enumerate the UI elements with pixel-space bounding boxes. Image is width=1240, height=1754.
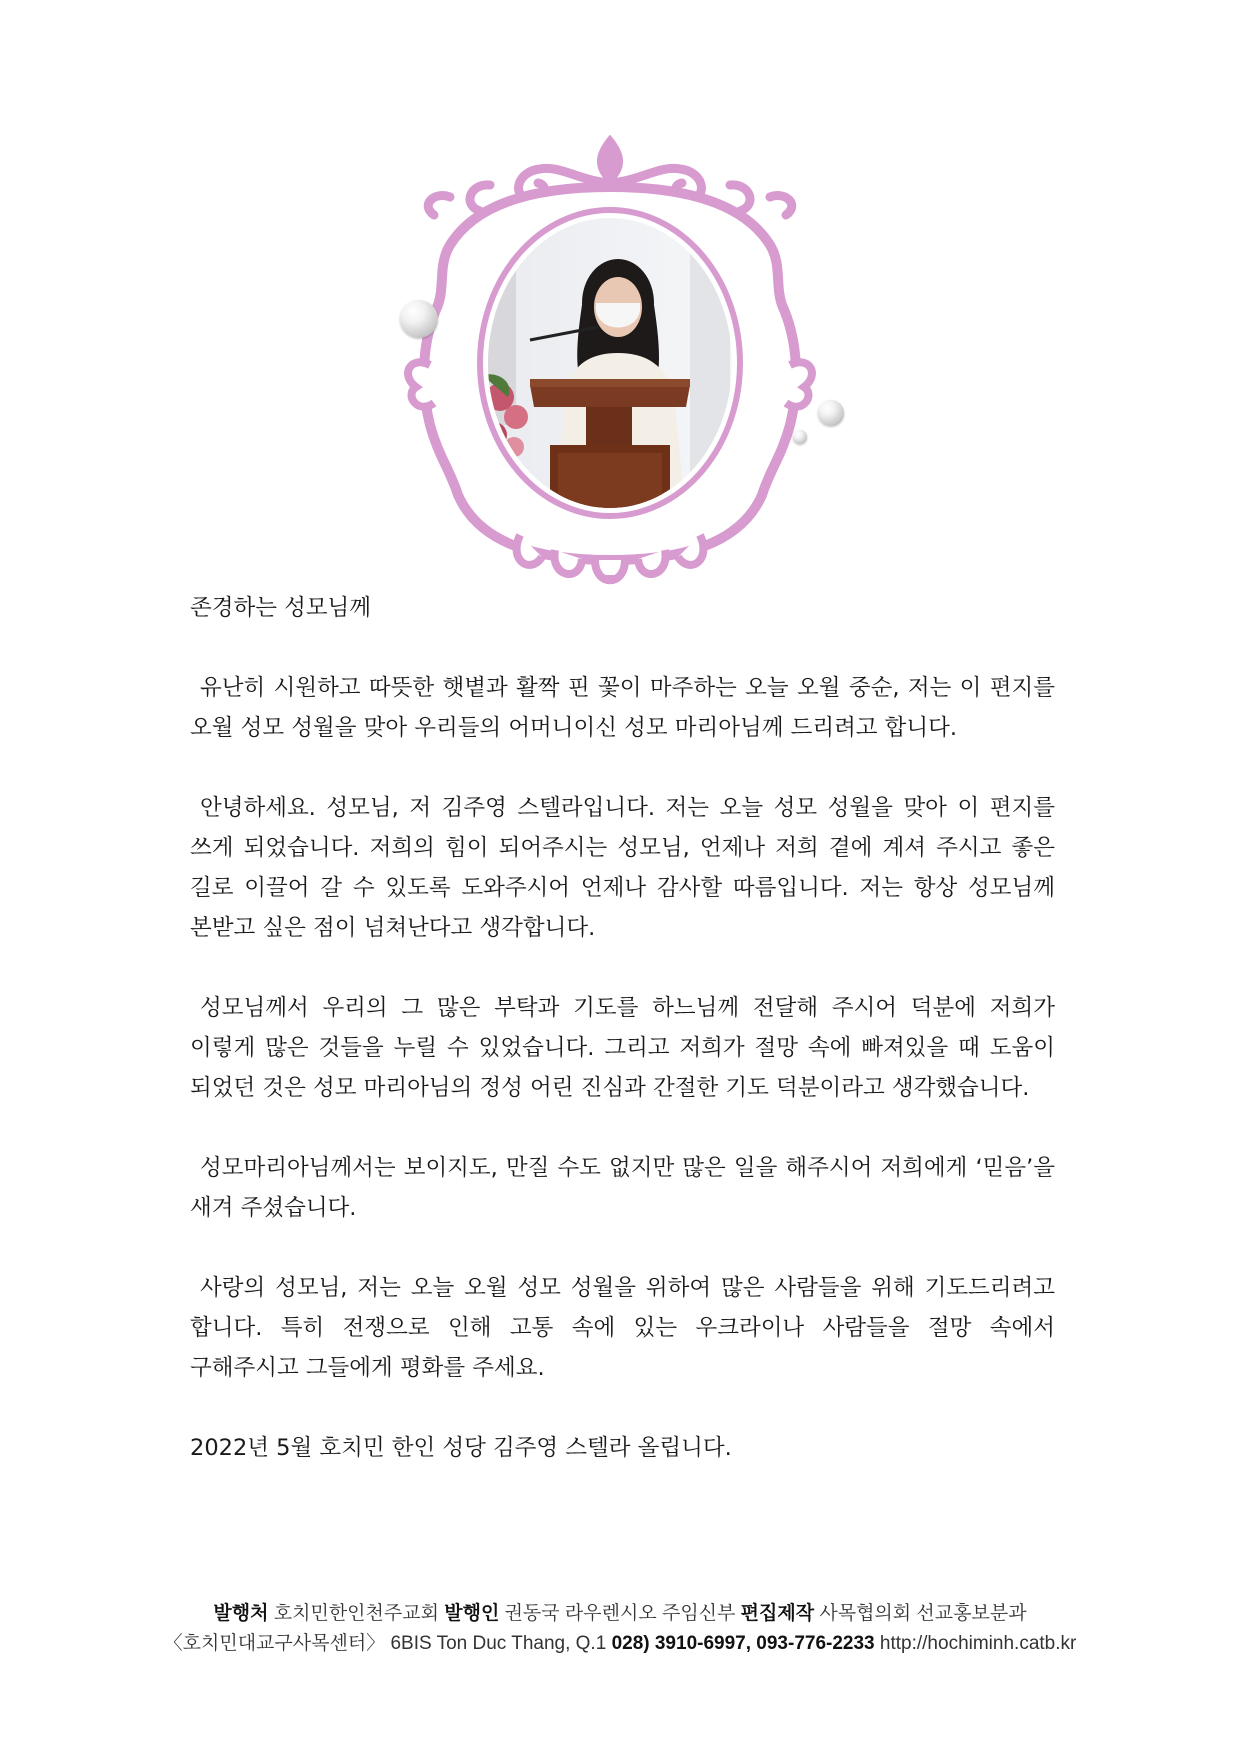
editor-label: 편집제작 [740,1603,815,1624]
editor-name: 사목협의회 선교홍보분과 [819,1603,1027,1624]
letter-closing: 2022년 5월 호치민 한인 성당 김주영 스텔라 올립니다. [190,1435,732,1461]
pearl-decoration-icon [793,430,807,444]
letter-paragraph: 안녕하세요. 성모님, 저 김주영 스텔라입니다. 저는 오늘 성모 성월을 맞아 이 편지를 쓰게 되었습니다. 저희의 힘이 되어주시는 성모님, 언제나 저희 곁에 계셔 주시고 좋은 길로 이끌어 갈 수 있도록 도와주시어 언제나 감사할 따름입니다. 저는 항상 성모님께 본받고 싶은 점이 넘쳐난다고 생각합니다. [190,795,1055,941]
letter-paragraph: 사랑의 성모님, 저는 오늘 오월 성모 성월을 위하여 많은 사람들을 위해 기도드리려고 합니다. 특히 전쟁으로 인해 고통 속에 있는 우크라이나 사람들을 절망 속에서 구해주시고 그들에게 평화를 주세요. [190,1275,1055,1381]
ornate-frame-icon [390,135,830,585]
footer-line-1 [0,1599,1240,1629]
issuer-name: 권동국 라우렌시오 주임신부 [504,1603,736,1624]
footer-line-2 [0,1629,1240,1659]
publisher-name: 호치민한인천주교회 [273,1603,439,1624]
website-link[interactable]: http://hochiminh.catb.kr [879,1633,1077,1654]
letter-paragraph: 유난히 시원하고 따뜻한 햇볕과 활짝 핀 꽃이 마주하는 오늘 오월 중순, 저는 이 편지를 오월 성모 성월을 맞아 우리들의 어머니이신 성모 마리아님께 드리려고 합니다. [190,675,1055,741]
publisher-label: 발행처 [213,1603,269,1624]
photo-frame [390,135,830,585]
pearl-decoration-icon [400,300,438,338]
letter-paragraph: 성모님께서 우리의 그 많은 부탁과 기도를 하느님께 전달해 주시어 덕분에 저희가 이렇게 많은 것들을 누릴 수 있었습니다. 그리고 저희가 절망 속에 빠져있을 때 도움이 되었던 것은 성모 마리아님의 정성 어린 진심과 간절한 기도 덕분이라고 생각했습니다. [190,995,1055,1101]
office-address: 〈호치민대교구사목센터〉 6BIS Ton Duc Thang, Q.1 [163,1633,607,1654]
issuer-label: 발행인 [444,1603,500,1624]
pearl-decoration-icon [818,400,844,426]
publication-footer [0,1599,1240,1659]
letter-paragraph: 성모마리아님께서는 보이지도, 만질 수도 없지만 많은 일을 해주시어 저희에게 ‘믿음’을 새겨 주셨습니다. [190,1155,1055,1221]
letter-salutation: 존경하는 성모님께 [190,595,372,621]
phone-numbers: 028) 3910-6997, 093-776-2233 [611,1633,875,1654]
letter-body [190,588,1055,1468]
